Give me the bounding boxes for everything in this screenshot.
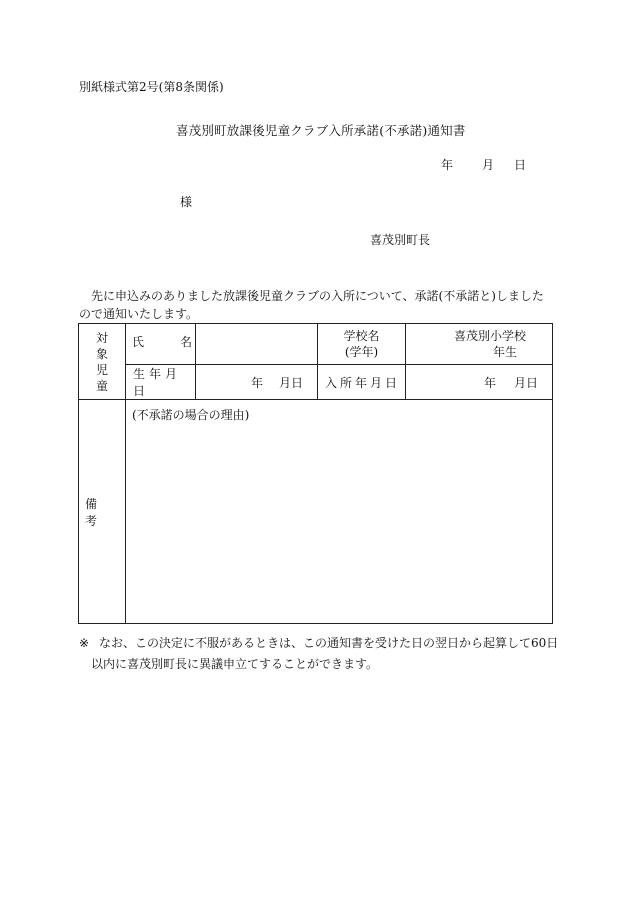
school-value: 喜茂別小学校 <box>453 329 526 343</box>
remarks-note: (不承諾の場合の理由) <box>132 408 250 422</box>
issue-date-month-label: 月 <box>482 158 495 172</box>
grade-label: (学年) <box>344 345 379 359</box>
school-value-field[interactable] <box>406 324 553 365</box>
remarks-field[interactable] <box>126 400 553 624</box>
notification-table <box>78 323 553 624</box>
target-label-line-2: 児 童 <box>95 362 121 393</box>
remarks-label: 備考 <box>79 400 126 624</box>
grade-value: 年生 <box>492 345 517 359</box>
school-label-cell <box>318 324 406 365</box>
name-label-cell <box>126 324 196 365</box>
birth-date-field[interactable] <box>196 365 318 400</box>
name-label-a: 氏 <box>132 335 145 349</box>
birth-year-label: 年 <box>250 375 263 390</box>
admission-date-label: 入所年月日 <box>318 365 406 400</box>
admission-day-label: 日 <box>525 375 538 390</box>
issuer-name: 喜茂別町長 <box>370 233 431 247</box>
target-child-label <box>79 324 126 400</box>
addressee-suffix: 様 <box>180 195 193 209</box>
issue-date-line <box>441 156 526 173</box>
name-value-field[interactable] <box>196 324 318 365</box>
birth-month-label: 月 <box>278 375 291 390</box>
target-label-line-1: 対 象 <box>95 330 121 361</box>
admission-year-label: 年 <box>483 375 496 390</box>
body-text: 先に申込みのありました放課後児童クラブの入所について、承諾(不承諾と)しましたので通知いたします。 <box>79 289 544 321</box>
appeal-note-line-2: 以内に喜茂別町長に異議申立てすることができます。 <box>91 657 379 671</box>
name-label-b: 名 <box>180 335 193 349</box>
admission-date-field[interactable] <box>406 365 553 400</box>
document-title: 喜茂別町放課後児童クラブ入所承諾(不承諾)通知書 <box>176 123 466 138</box>
birth-day-label: 日 <box>290 375 303 390</box>
appeal-note-line-1 <box>79 633 559 654</box>
note-mark: ※ <box>79 636 90 650</box>
issue-date-day-label: 日 <box>514 158 527 172</box>
issue-date-year-label: 年 <box>441 158 454 172</box>
appeal-note <box>79 633 559 675</box>
birth-date-label: 生年月日 <box>126 365 196 400</box>
appeal-note-text-1: なお、この決定に不服があるときは、この通知書を受けた日の翌日から起算して60日 <box>99 636 559 650</box>
admission-month-label: 月 <box>513 375 526 390</box>
school-label: 学校名 <box>343 329 380 343</box>
form-reference: 別紙様式第2号(第8条関係) <box>79 80 224 94</box>
